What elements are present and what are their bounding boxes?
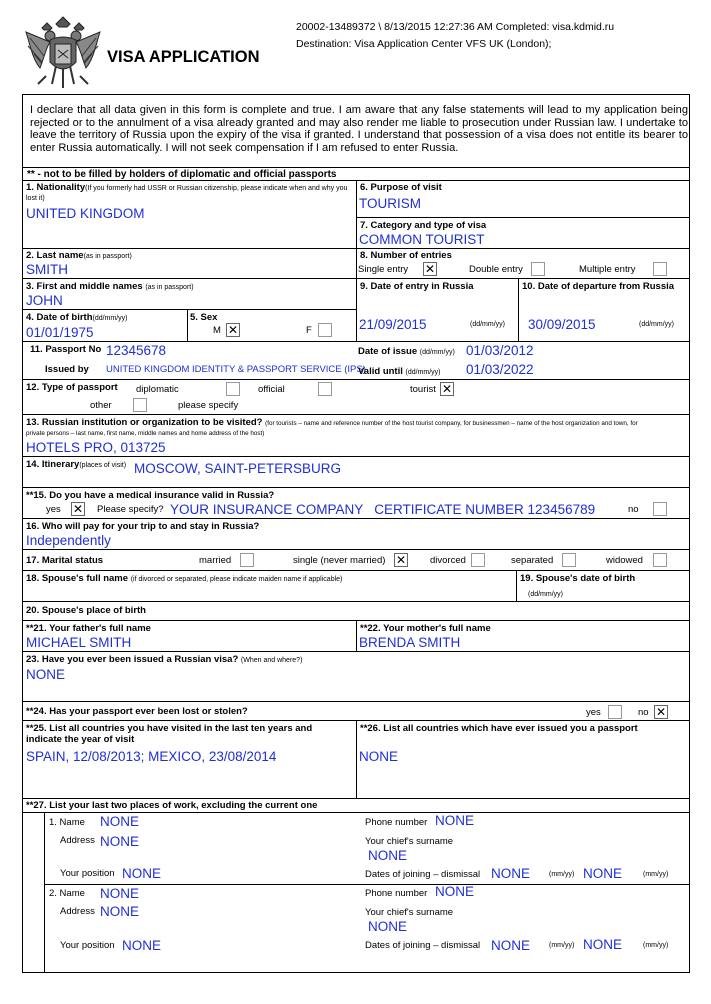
divorced-checkbox[interactable] [471, 553, 485, 567]
visited-countries-value[interactable]: SPAIN, 12/08/2013; MEXICO, 23/08/2014 [26, 749, 277, 764]
job2-phone-label: Phone number [365, 888, 428, 899]
insurance-no-checkbox[interactable] [653, 502, 667, 516]
job2-dismiss-format: (mm/yy) [643, 942, 669, 949]
job1-name-label: 1. Name [49, 817, 85, 828]
insurance-yes-label: yes [46, 504, 61, 515]
insurance-label: **15. Do you have a medical insurance valid in Russia? [26, 490, 275, 501]
single-checkbox[interactable]: ✕ [395, 553, 407, 567]
father-name-label: **21. Your father's full name [26, 623, 151, 634]
passport-number-label: 11. Passport No [30, 344, 102, 355]
sex-male-label: M [213, 325, 221, 336]
job2-name-label: 2. Name [49, 888, 85, 899]
sex-female-label: F [306, 325, 312, 336]
job2-chief-value[interactable]: NONE [368, 919, 408, 934]
first-name-value[interactable]: JOHN [26, 293, 63, 308]
itinerary-label: 14. Itinerary(places of visit) [26, 459, 127, 470]
work-history-label: **27. List your last two places of work, excluding the current one [26, 800, 318, 811]
insurance-specify-label: Please specify? [97, 504, 164, 515]
entry-date-format: (dd/mm/yy) [470, 321, 505, 328]
married-label: married [199, 555, 232, 566]
birth-date-value[interactable]: 01/01/1975 [26, 325, 94, 340]
job1-phone-value[interactable]: NONE [435, 813, 475, 828]
job1-chief-label: Your chief's surname [365, 836, 454, 847]
nationality-label: 1. Nationality(If you formerly had USSR or Russian citizenship, please indicate when and why you [26, 182, 348, 193]
issued-by-value[interactable]: UNITED KINGDOM IDENTITY & PASSPORT SERVICE (IPS) [106, 364, 366, 375]
payer-value[interactable]: Independently [26, 533, 111, 548]
departure-date-label: 10. Date of departure from Russia [522, 281, 675, 292]
passport-countries-label: **26. List all countries which have ever issued you a passport [360, 723, 638, 734]
diplomatic-label: diplomatic [136, 384, 179, 395]
job2-address-label: Address [60, 906, 95, 917]
entries-label: 8. Number of entries [360, 250, 452, 261]
spouse-name-label: 18. Spouse's full name (if divorced or separated, please indicate maiden name if applicable) [26, 573, 343, 584]
visa-category-value[interactable]: COMMON TOURIST [359, 232, 485, 247]
entry-date-value[interactable]: 21/09/2015 [359, 317, 427, 332]
payer-label: 16. Who will pay for your trip to and stay in Russia? [26, 521, 260, 532]
job2-phone-value[interactable]: NONE [435, 884, 475, 899]
multiple-entry-checkbox[interactable] [653, 262, 667, 276]
job2-join-format: (mm/yy) [549, 942, 575, 949]
passport-type-label: 12. Type of passport [26, 382, 118, 393]
passport-countries-value[interactable]: NONE [359, 749, 399, 764]
last-name-value[interactable]: SMITH [26, 262, 68, 277]
job1-chief-value[interactable]: NONE [368, 848, 408, 863]
first-name-label: 3. First and middle names (as in passport) [26, 281, 194, 292]
nationality-note: lost it) [26, 195, 45, 202]
official-checkbox[interactable] [318, 382, 332, 396]
institution-value[interactable]: HOTELS PRO, 013725 [26, 440, 166, 455]
job2-address-value[interactable]: NONE [100, 904, 140, 919]
job2-chief-label: Your chief's surname [365, 907, 454, 918]
valid-until-label: Valid until (dd/mm/yy) [358, 366, 441, 377]
itinerary-value[interactable]: MOSCOW, SAINT-PETERSBURG [134, 461, 342, 476]
father-name-value[interactable]: MICHAEL SMITH [26, 635, 132, 650]
form-title: VISA APPLICATION [107, 48, 260, 66]
job1-address-value[interactable]: NONE [100, 834, 140, 849]
other-checkbox[interactable] [133, 398, 147, 412]
birth-date-label: 4. Date of birth(dd/mm/yy) [26, 312, 128, 323]
sex-female-checkbox[interactable] [318, 323, 332, 337]
mother-name-value[interactable]: BRENDA SMITH [359, 635, 461, 650]
widowed-checkbox[interactable] [653, 553, 667, 567]
declaration-text: I declare that all data given in this form is complete and true. I am aware that any false statements will lead to my application being rejected or to the annulment of a visa already granted and may also render me liable to prosecution under Russian law. I undertake to leave the territory of Russia upon the expiry of the visa if granted. I understand that possession of a visa does not entitle its bearer to enter Russia automatically. I will not seek compensation if I am refused to enter Russia. [30, 104, 688, 154]
coat-of-arms-emblem [22, 14, 104, 92]
job2-dates-label: Dates of joining – dismissal [365, 940, 481, 951]
separated-label: separated [511, 555, 554, 566]
married-checkbox[interactable] [240, 553, 254, 567]
institution-note: private persons – last name, first name, middle names and home address of the host) [26, 430, 265, 437]
sex-label: 5. Sex [190, 312, 218, 323]
departure-date-value[interactable]: 30/09/2015 [528, 317, 596, 332]
entry-date-label: 9. Date of entry in Russia [360, 281, 474, 292]
passport-lost-label: **24. Has your passport ever been lost or stolen? [26, 706, 248, 717]
job1-position-value[interactable]: NONE [122, 866, 162, 881]
job1-address-label: Address [60, 835, 95, 846]
issue-date-label: Date of issue (dd/mm/yy) [358, 346, 455, 357]
tourist-label: tourist [410, 384, 436, 395]
nationality-value[interactable]: UNITED KINGDOM [26, 206, 145, 221]
mother-name-label: **22. Your mother's full name [360, 623, 491, 634]
passport-lost-no-checkbox[interactable]: ✕ [655, 705, 667, 719]
job2-position-label: Your position [60, 940, 115, 951]
spouse-birth-date-label: 19. Spouse's date of birth [520, 573, 636, 584]
visited-countries-label-line2: indicate the year of visit [26, 734, 135, 745]
previous-visa-label: 23. Have you ever been issued a Russian visa? (When and where?) [26, 654, 303, 665]
job2-name-value[interactable]: NONE [100, 886, 140, 901]
purpose-label: 6. Purpose of visit [360, 182, 442, 193]
job1-phone-label: Phone number [365, 817, 428, 828]
job2-join-value[interactable]: NONE [491, 938, 531, 953]
purpose-value[interactable]: TOURISM [359, 196, 422, 211]
separated-checkbox[interactable] [562, 553, 576, 567]
job1-name-value[interactable]: NONE [100, 814, 140, 829]
last-name-label: 2. Last name(as in passport) [26, 250, 132, 261]
single-entry-checkbox[interactable]: ✕ [424, 262, 436, 276]
single-label: single (never married) [293, 555, 386, 566]
passport-number-value[interactable]: 12345678 [106, 343, 167, 358]
spouse-birth-date-format: (dd/mm/yy) [528, 591, 563, 598]
job1-dismiss-format: (mm/yy) [643, 871, 669, 878]
other-label: other [90, 400, 112, 411]
job1-dismiss-value[interactable]: NONE [583, 866, 623, 881]
single-entry-label: Single entry [358, 264, 409, 275]
departure-date-format: (dd/mm/yy) [639, 321, 674, 328]
passport-lost-no-label: no [638, 707, 649, 718]
form-meta-line2: Destination: Visa Application Center VFS UK (London); [296, 38, 552, 50]
previous-visa-value[interactable]: NONE [26, 667, 66, 682]
tourist-checkbox[interactable]: ✕ [441, 382, 453, 396]
job2-dismiss-value[interactable]: NONE [583, 937, 623, 952]
divorced-label: divorced [430, 555, 466, 566]
spouse-birthplace-label: 20. Spouse's place of birth [26, 605, 146, 616]
visited-countries-label: **25. List all countries you have visited in the last ten years and [26, 723, 313, 734]
insurance-value[interactable]: YOUR INSURANCE COMPANY CERTIFICATE NUMBER 123456789 [170, 502, 596, 517]
widowed-label: widowed [606, 555, 643, 566]
official-label: official [258, 384, 285, 395]
double-entry-checkbox[interactable] [531, 262, 545, 276]
job1-dates-label: Dates of joining – dismissal [365, 869, 481, 880]
insurance-no-label: no [628, 504, 639, 515]
valid-until-value[interactable]: 01/03/2022 [466, 362, 534, 377]
insurance-yes-checkbox[interactable]: ✕ [72, 502, 84, 516]
job2-position-value[interactable]: NONE [122, 938, 162, 953]
job1-join-format: (mm/yy) [549, 871, 575, 878]
double-entry-label: Double entry [469, 264, 523, 275]
marital-status-label: 17. Marital status [26, 555, 104, 566]
sex-male-checkbox[interactable]: ✕ [227, 323, 239, 337]
issued-by-label: Issued by [45, 364, 89, 375]
diplomatic-checkbox[interactable] [226, 382, 240, 396]
passport-lost-yes-label: yes [586, 707, 601, 718]
passport-lost-yes-checkbox[interactable] [608, 705, 622, 719]
form-meta-line1: 20002-13489372 \ 8/13/2015 12:27:36 AM Completed: visa.kdmid.ru [296, 21, 615, 33]
job1-join-value[interactable]: NONE [491, 866, 531, 881]
visa-category-label: 7. Category and type of visa [360, 220, 487, 231]
job1-position-label: Your position [60, 868, 115, 879]
institution-label: 13. Russian institution or organization to be visited? (for tourists – name and reference number of the host tourist company, for businessmen – name of the host organization and town, for [26, 417, 638, 428]
diplomatic-note: ** - not to be filled by holders of diplomatic and official passports [27, 169, 337, 180]
please-specify-label: please specify [178, 400, 239, 411]
multiple-entry-label: Multiple entry [579, 264, 636, 275]
issue-date-value[interactable]: 01/03/2012 [466, 343, 534, 358]
